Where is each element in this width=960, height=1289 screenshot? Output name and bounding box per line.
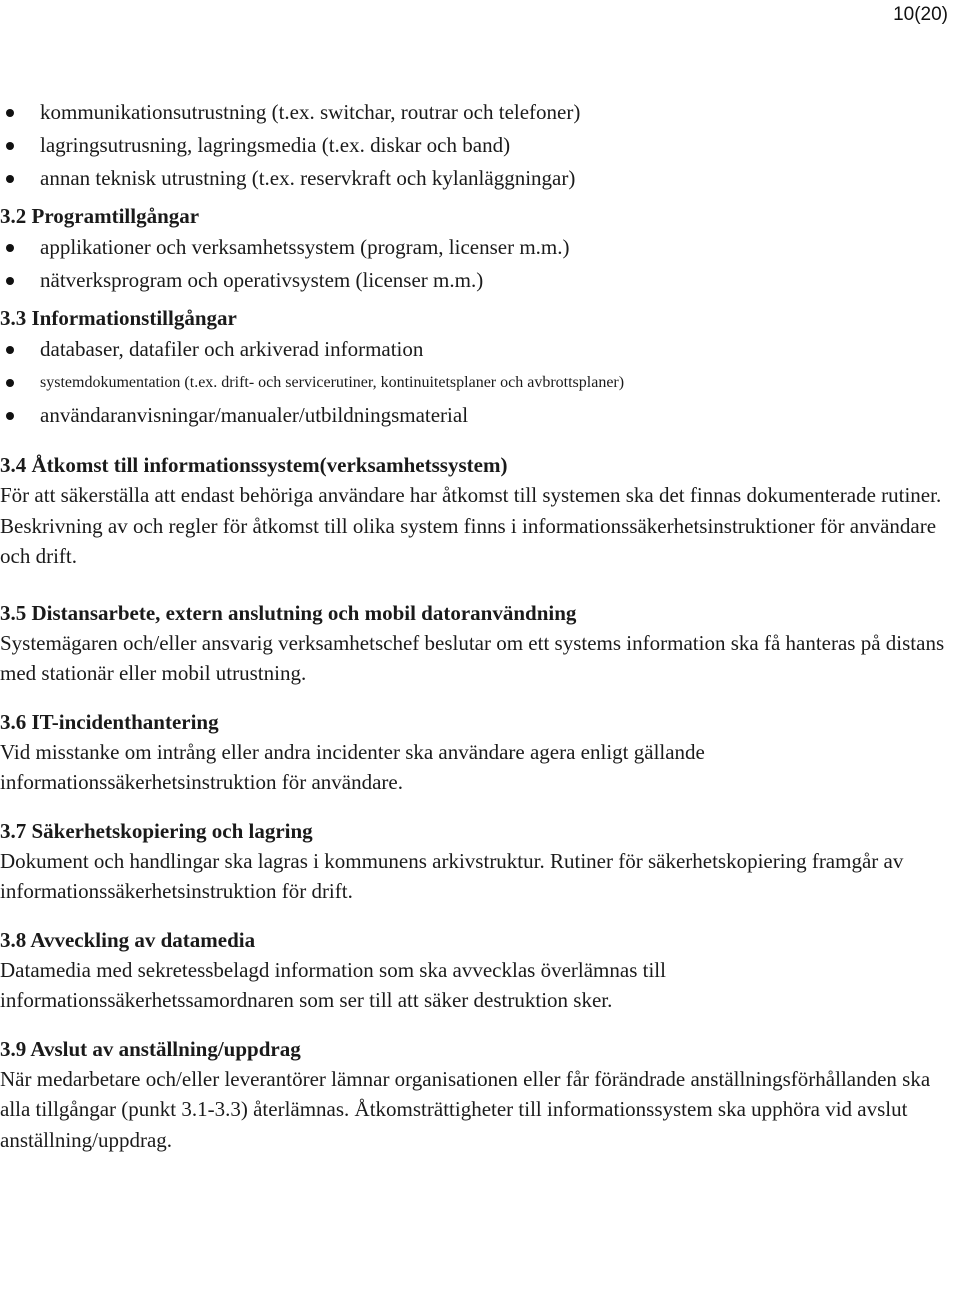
- list-item: användaranvisningar/manualer/utbildningsmaterial: [0, 399, 955, 432]
- section-3-9-paragraph: När medarbetare och/eller leverantörer lämnar organisationen eller får förändrade anställningsförhållanden ska alla tillgångar (punkt 3.1-3.3) återlämnas. Åtkomsträttigheter till informationssystem ska upphöra vid avslut anställning/uppdrag.: [0, 1066, 931, 1152]
- list-item: systemdokumentation (t.ex. drift- och servicerutiner, kontinuitetsplaner och avbrottsplaner): [0, 366, 955, 399]
- list-item: annan teknisk utrustning (t.ex. reservkraft och kylanläggningar): [0, 162, 955, 195]
- section-heading-3-9: 3.9 Avslut av anställning/uppdrag: [0, 1036, 301, 1061]
- list-item: databaser, datafiler och arkiverad information: [0, 333, 955, 366]
- section-heading-3-2: 3.2 Programtillgångar: [0, 204, 200, 228]
- list-item: kommunikationsutrustning (t.ex. switchar, routrar och telefoner): [0, 96, 955, 129]
- section-heading-3-8: 3.8 Avveckling av datamedia: [0, 927, 256, 952]
- section-heading-3-4: 3.4 Åtkomst till informationssystem(verksamhetssystem): [0, 453, 508, 477]
- section-3-8-paragraph: Datamedia med sekretessbelagd information som ska avvecklas överlämnas till informationssäkerhetssamordnaren som ser till att säker destruktion sker.: [0, 957, 666, 1012]
- intro-bullet-list: [0, 96, 955, 195]
- page-number: 10(20): [893, 4, 948, 25]
- section-3-2-bullet-list: [0, 231, 955, 297]
- list-item: lagringsutrusning, lagringsmedia (t.ex. diskar och band): [0, 129, 955, 162]
- section-3-5-paragraph: Systemägaren och/eller ansvarig verksamhetschef beslutar om ett systems information ska få hanteras på distans med stationär eller mobil utrustning.: [0, 630, 945, 685]
- list-item: applikationer och verksamhetssystem (program, licenser m.m.): [0, 231, 955, 264]
- section-heading-3-5: 3.5 Distansarbete, extern anslutning och mobil datoranvändning: [0, 600, 577, 625]
- section-3-6-paragraph: Vid misstanke om intrång eller andra incidenter ska användare agera enligt gällande informationssäkerhetsinstruktion för användare.: [0, 739, 705, 794]
- list-item: nätverksprogram och operativsystem (licenser m.m.): [0, 264, 955, 297]
- section-heading-3-3: 3.3 Informationstillgångar: [0, 306, 237, 330]
- section-heading-3-6: 3.6 IT-incidenthantering: [0, 709, 219, 734]
- section-heading-3-7: 3.7 Säkerhetskopiering och lagring: [0, 818, 313, 843]
- section-3-7-paragraph: Dokument och handlingar ska lagras i kommunens arkivstruktur. Rutiner för säkerhetskopiering framgår av informationssäkerhetsinstruktion för drift.: [0, 848, 904, 903]
- document-body: [0, 96, 955, 1155]
- section-3-3-bullet-list: [0, 333, 955, 432]
- section-3-4-paragraph: För att säkerställa att endast behöriga användare har åtkomst till systemen ska det finnas dokumenterade rutiner. Beskrivning av och regler för åtkomst till olika system finns i informationssäkerhetsinstruktioner för användare och drift.: [0, 483, 942, 568]
